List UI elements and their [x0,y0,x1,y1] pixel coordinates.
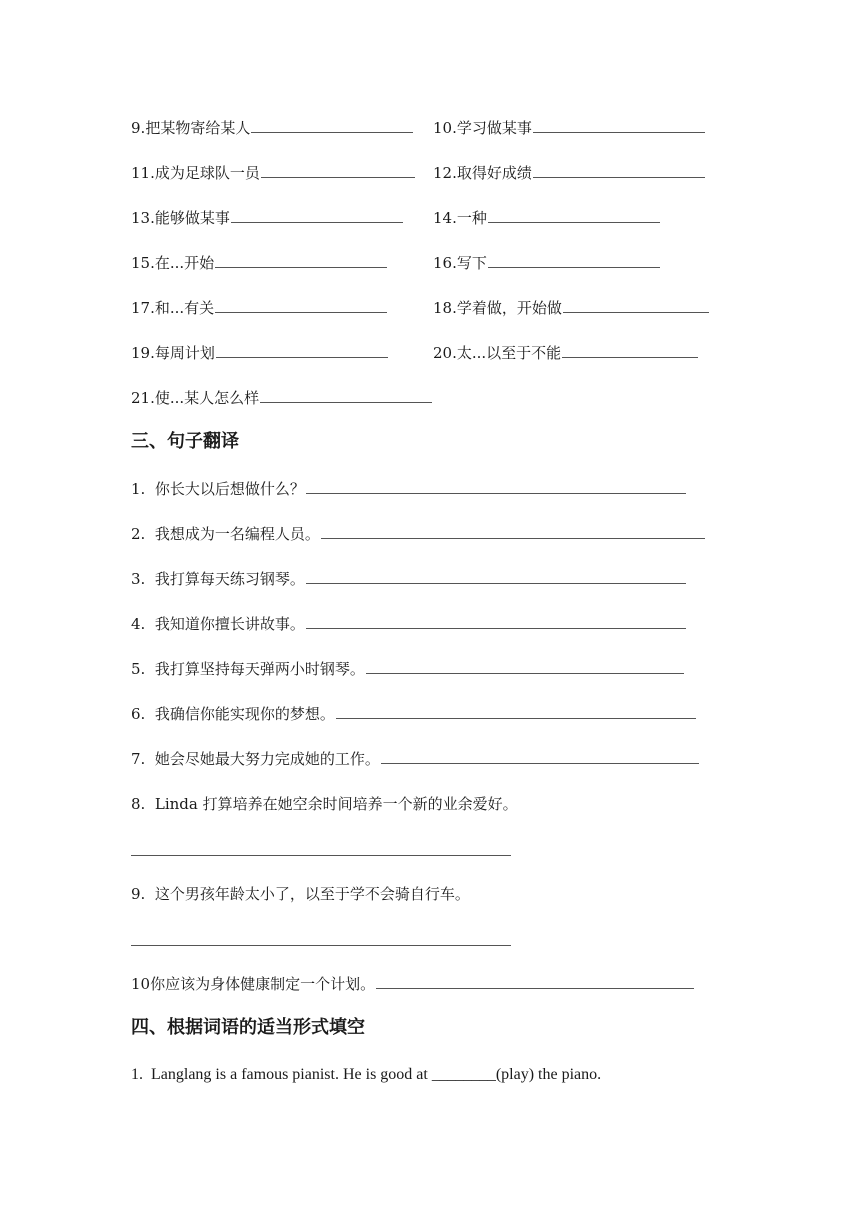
answer-blank[interactable] [376,974,694,989]
item-text: 成为足球队一员 [154,164,260,182]
section-heading: 三、句子翻译 [131,431,239,452]
answer-blank[interactable] [306,614,686,629]
translation-item [131,704,696,724]
phrase-item [433,208,660,228]
answer-blank[interactable] [321,524,705,539]
item-text: 把某物寄给某人 [145,119,251,137]
phrase-item [131,343,388,363]
item-text-after: (play) the piano. [495,1066,602,1083]
item-number: 20. [433,344,457,362]
item-number: 14. [433,209,457,227]
phrase-item [433,253,660,273]
translation-item [131,794,518,814]
item-text: 每周计划 [154,344,215,362]
phrase-item [131,163,415,183]
item-number: 13. [131,209,155,227]
answer-blank[interactable] [562,343,698,358]
item-number: 9. [131,119,146,137]
item-text: 取得好成绩 [456,164,532,182]
translation-item [131,974,694,994]
item-text: 使...某人怎么样 [154,389,260,407]
item-text: 写下 [456,254,487,272]
item-text: 我打算每天练习钢琴。 [154,570,305,588]
item-number: 1. [131,480,146,498]
item-number: 12. [433,164,457,182]
answer-blank[interactable] [216,343,388,358]
answer-blank[interactable] [336,704,696,719]
item-text: 我确信你能实现你的梦想。 [154,705,335,723]
item-number: 15. [131,254,155,272]
item-number: 8. [131,795,146,813]
translation-item [131,659,684,679]
item-text: Linda 打算培养在她空余时间培养一个新的业余爱好。 [154,795,518,813]
item-text: 一种 [456,209,487,227]
answer-blank[interactable] [563,298,709,313]
item-number: 9. [131,885,146,903]
answer-blank[interactable] [251,118,413,133]
answer-blank[interactable] [215,298,387,313]
phrase-item [433,298,709,318]
answer-blank[interactable] [366,659,684,674]
item-number: 3. [131,570,146,588]
section-heading: 四、根据词语的适当形式填空 [131,1017,365,1038]
phrase-item [433,163,705,183]
translation-item [131,884,470,904]
answer-blank[interactable] [261,163,415,178]
item-number: 11. [131,164,155,182]
item-number: 4. [131,615,146,633]
answer-blank[interactable] [231,208,403,223]
answer-blank[interactable] [488,253,660,268]
item-text: 和...有关 [154,299,215,317]
phrase-item [433,118,705,138]
answer-blank[interactable] [215,253,387,268]
fill-in-item [131,1065,601,1085]
item-number: 6. [131,705,146,723]
item-text-before: Langlang is a famous pianist. He is good at [151,1066,432,1083]
item-number: 5. [131,660,146,678]
item-number: 1. [131,1066,143,1083]
phrase-item [131,253,387,273]
item-text: 我想成为一名编程人员。 [154,525,320,543]
phrase-item [131,388,432,408]
answer-blank[interactable] [131,945,511,946]
item-text: 学习做某事 [456,119,532,137]
item-text: 她会尽她最大努力完成她的工作。 [154,750,380,768]
item-text: 学着做，开始做 [456,299,562,317]
item-number: 10 [131,975,151,993]
phrase-item [131,208,403,228]
item-text: 太...以至于不能 [456,344,562,362]
answer-blank[interactable] [131,855,511,856]
phrase-item [433,343,698,363]
item-text: 这个男孩年龄太小了，以至于学不会骑自行车。 [154,885,470,903]
item-text: 能够做某事 [154,209,230,227]
item-text: 我打算坚持每天弹两小时钢琴。 [154,660,365,678]
translation-item [131,569,686,589]
item-text: 我知道你擅长讲故事。 [154,615,305,633]
translation-item [131,614,686,634]
item-number: 17. [131,299,155,317]
answer-blank[interactable]: ________ [431,1066,496,1083]
item-text: 你应该为身体健康制定一个计划。 [150,975,376,993]
answer-blank[interactable] [533,163,705,178]
item-text: 你长大以后想做什么？ [154,480,305,498]
item-number: 18. [433,299,457,317]
answer-blank[interactable] [260,388,432,403]
item-number: 21. [131,389,155,407]
answer-blank[interactable] [306,479,686,494]
translation-item [131,524,705,544]
item-number: 2. [131,525,146,543]
item-number: 19. [131,344,155,362]
item-number: 10. [433,119,457,137]
item-number: 16. [433,254,457,272]
translation-item [131,749,699,769]
item-text: 在...开始 [154,254,215,272]
answer-blank[interactable] [306,569,686,584]
translation-item [131,479,686,499]
answer-blank[interactable] [488,208,660,223]
answer-blank[interactable] [381,749,699,764]
phrase-item [131,118,413,138]
answer-blank[interactable] [533,118,705,133]
item-number: 7. [131,750,146,768]
phrase-item [131,298,387,318]
